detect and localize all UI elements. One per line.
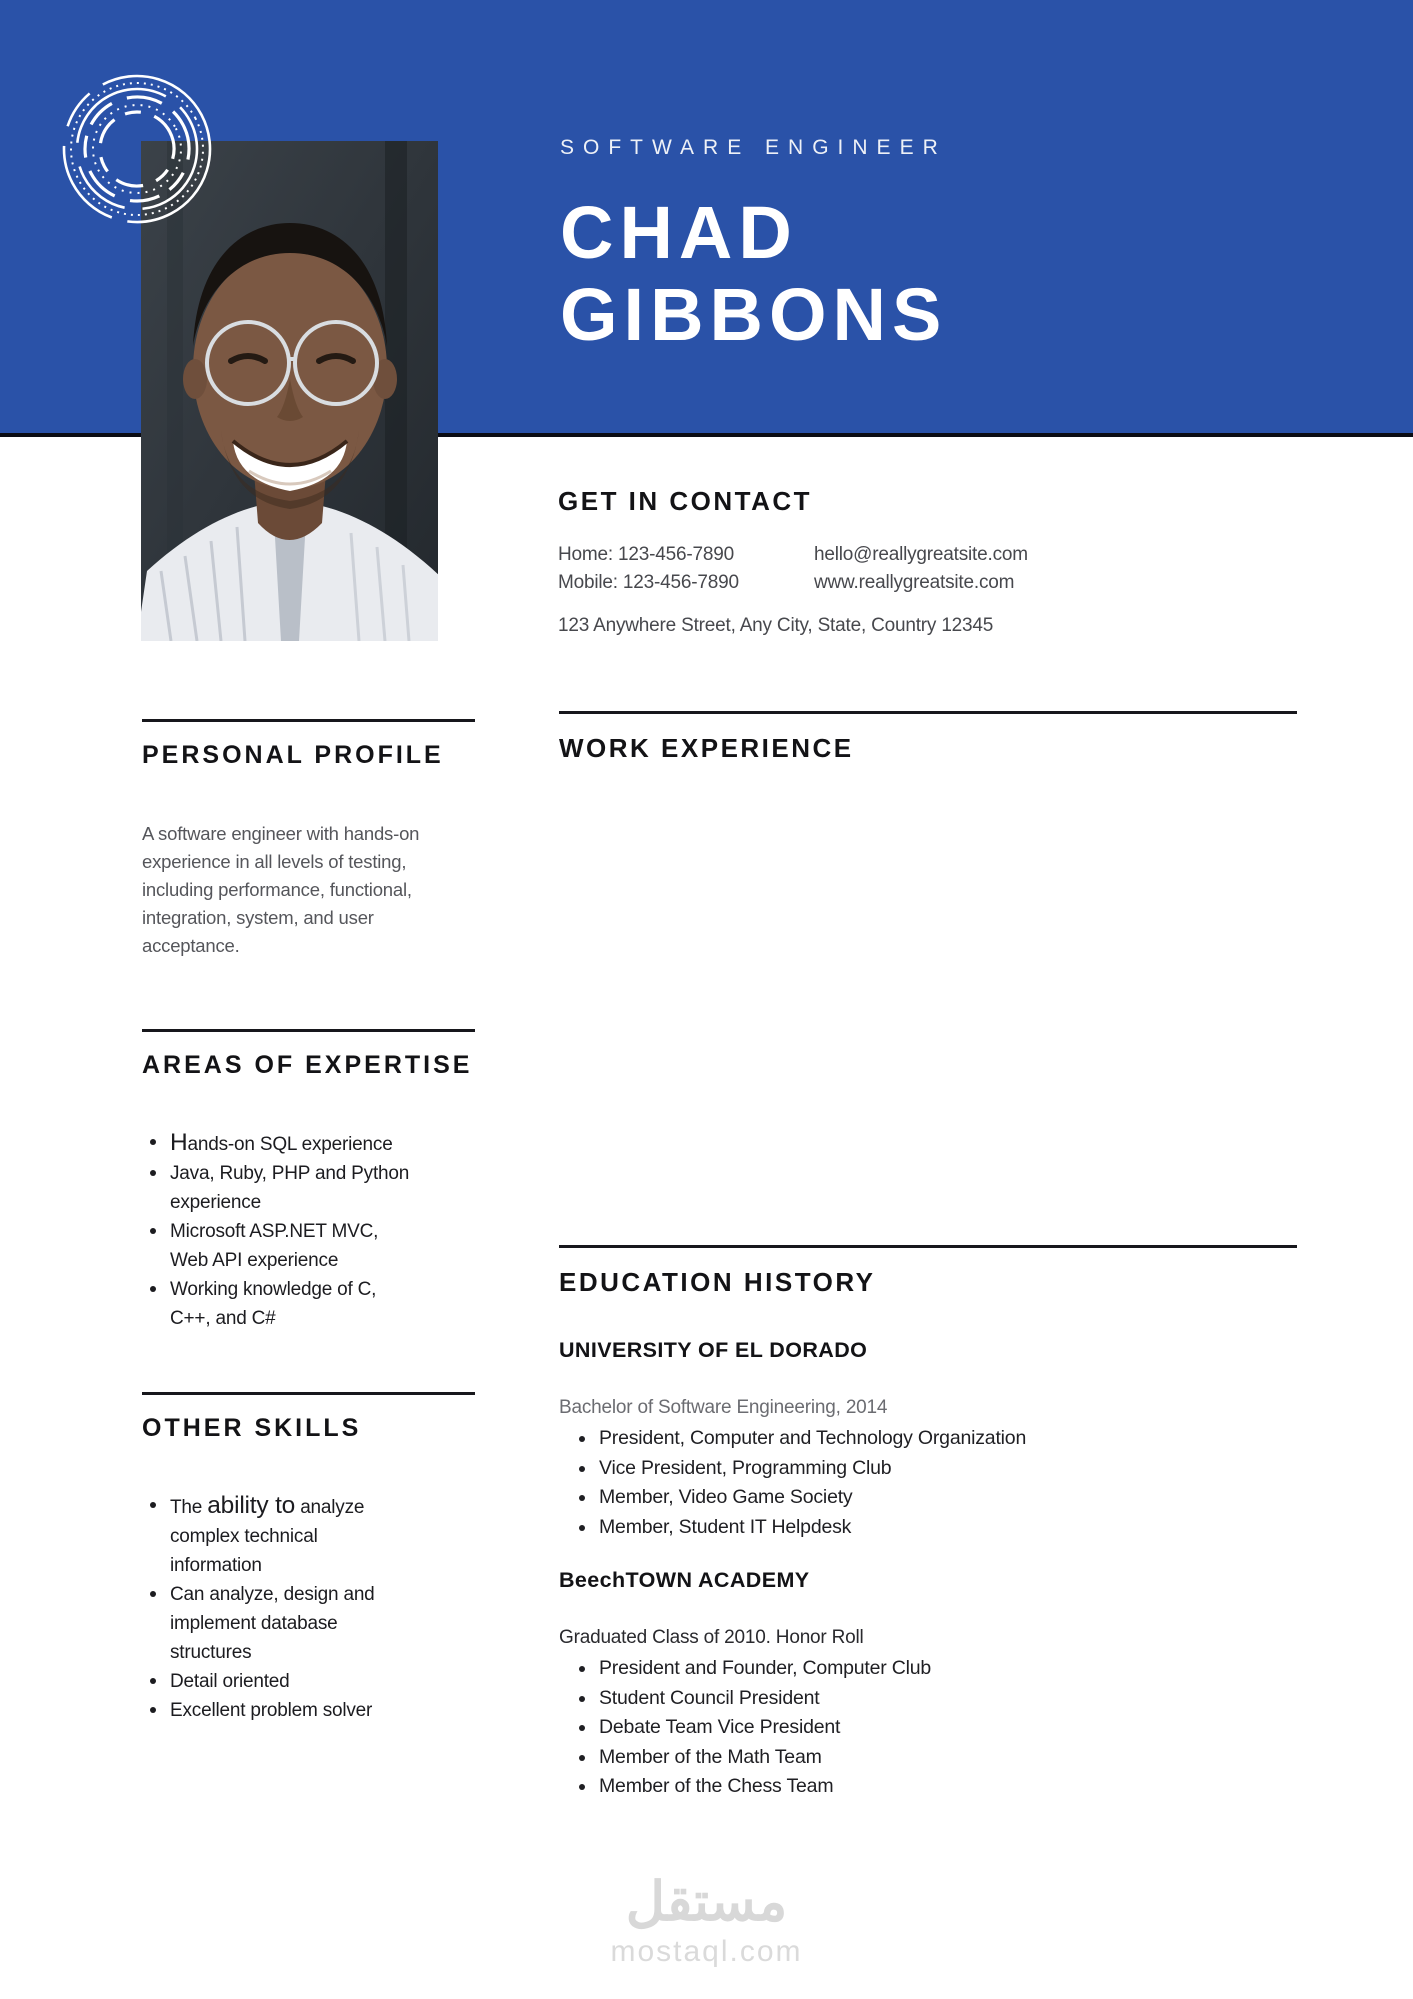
bullet-item: Member, Video Game Society xyxy=(577,1483,1297,1513)
bullet-item: Can analyze, design and implement database structures xyxy=(142,1580,410,1667)
contact-heading: GET IN CONTACT xyxy=(558,486,813,516)
schools-container xyxy=(559,1338,1297,1802)
watermark-arabic-logo: مستقل xyxy=(625,1872,788,1932)
school-name: UNIVERSITY OF EL DORADO xyxy=(559,1338,868,1362)
education-history-heading: EDUCATION HISTORY xyxy=(559,1267,876,1297)
school-achievements-list xyxy=(559,1654,1297,1802)
divider xyxy=(559,1245,1297,1248)
education-history-section xyxy=(559,1245,1297,1802)
first-name: CHAD xyxy=(560,191,798,274)
other-skills-section xyxy=(142,1392,475,1725)
expertise-list xyxy=(142,1128,475,1333)
bullet-dot-icon xyxy=(150,1707,156,1713)
bullet-dot-icon xyxy=(150,1286,156,1292)
bullet-item: Hands-on SQL experience xyxy=(142,1128,410,1159)
divider xyxy=(142,1392,475,1395)
personal-profile-text: A software engineer with hands-on experience in all levels of testing, including performance, functional, integration, system, and user acceptance. xyxy=(142,823,420,956)
bullet-dot-icon xyxy=(579,1525,585,1531)
school-entry xyxy=(559,1338,1297,1542)
bullet-dot-icon xyxy=(579,1495,585,1501)
phone-home: Home: 123-456-7890 xyxy=(558,544,734,565)
areas-of-expertise-heading: AREAS OF EXPERTISE xyxy=(142,1051,473,1079)
bullet-item: President and Founder, Computer Club xyxy=(577,1654,1297,1684)
bullet-dot-icon xyxy=(150,1591,156,1597)
bullet-item: Excellent problem solver xyxy=(142,1696,410,1725)
work-experience-heading: WORK EXPERIENCE xyxy=(559,733,854,763)
bullet-dot-icon xyxy=(579,1755,585,1761)
bullet-item: Member, Student IT Helpdesk xyxy=(577,1513,1297,1543)
school-subtitle: Graduated Class of 2010. Honor Roll xyxy=(559,1627,864,1648)
bullet-dot-icon xyxy=(579,1725,585,1731)
contact-grid xyxy=(558,541,1303,597)
divider xyxy=(559,711,1297,714)
concentric-circles-badge-icon xyxy=(60,72,214,226)
school-name: BeechTOWN ACADEMY xyxy=(559,1568,810,1592)
divider xyxy=(142,1029,475,1032)
school-subtitle: Bachelor of Software Engineering, 2014 xyxy=(559,1397,888,1418)
bullet-item: Vice President, Programming Club xyxy=(577,1454,1297,1484)
last-name: GIBBONS xyxy=(560,273,948,356)
bullet-dot-icon xyxy=(579,1666,585,1672)
bullet-item: Student Council President xyxy=(577,1684,1297,1714)
bullet-dot-icon xyxy=(150,1139,156,1145)
work-experience-section xyxy=(559,711,1297,764)
bullet-item: Java, Ruby, PHP and Python experience xyxy=(142,1159,410,1217)
bullet-dot-icon xyxy=(150,1228,156,1234)
bullet-item: President, Computer and Technology Organization xyxy=(577,1424,1297,1454)
bullet-dot-icon xyxy=(579,1466,585,1472)
other-skills-heading: OTHER SKILLS xyxy=(142,1414,362,1442)
watermark-domain: mostaql.com xyxy=(610,1935,803,1968)
areas-of-expertise-section xyxy=(142,1029,475,1333)
phone-mobile: Mobile: 123-456-7890 xyxy=(558,572,739,593)
bullet-item: Detail oriented xyxy=(142,1667,410,1696)
postal-address: 123 Anywhere Street, Any City, State, Country 12345 xyxy=(558,615,994,636)
bullet-item: Member of the Math Team xyxy=(577,1743,1297,1773)
personal-profile-section xyxy=(142,719,475,960)
bullet-item: Member of the Chess Team xyxy=(577,1772,1297,1802)
personal-profile-heading: PERSONAL PROFILE xyxy=(142,741,444,769)
school-achievements-list xyxy=(559,1424,1297,1542)
person-name xyxy=(560,192,947,356)
bullet-dot-icon xyxy=(579,1696,585,1702)
email-address: hello@reallygreatsite.com xyxy=(814,544,1028,565)
contact-section xyxy=(558,486,1303,637)
bullet-dot-icon xyxy=(150,1678,156,1684)
header-text xyxy=(560,136,947,356)
bullet-item: Working knowledge of C, C++, and C# xyxy=(142,1275,410,1333)
bullet-item: The ability to analyze complex technical information xyxy=(142,1491,410,1580)
bullet-item: Debate Team Vice President xyxy=(577,1713,1297,1743)
divider xyxy=(142,719,475,722)
bullet-dot-icon xyxy=(150,1502,156,1508)
bullet-dot-icon xyxy=(579,1436,585,1442)
other-skills-list xyxy=(142,1491,475,1725)
school-entry xyxy=(559,1568,1297,1802)
bullet-item: Microsoft ASP.NET MVC, Web API experience xyxy=(142,1217,410,1275)
job-title: SOFTWARE ENGINEER xyxy=(560,136,947,159)
bullet-dot-icon xyxy=(150,1170,156,1176)
watermark xyxy=(0,1872,1413,1972)
website-url: www.reallygreatsite.com xyxy=(814,572,1015,593)
bullet-dot-icon xyxy=(579,1784,585,1790)
